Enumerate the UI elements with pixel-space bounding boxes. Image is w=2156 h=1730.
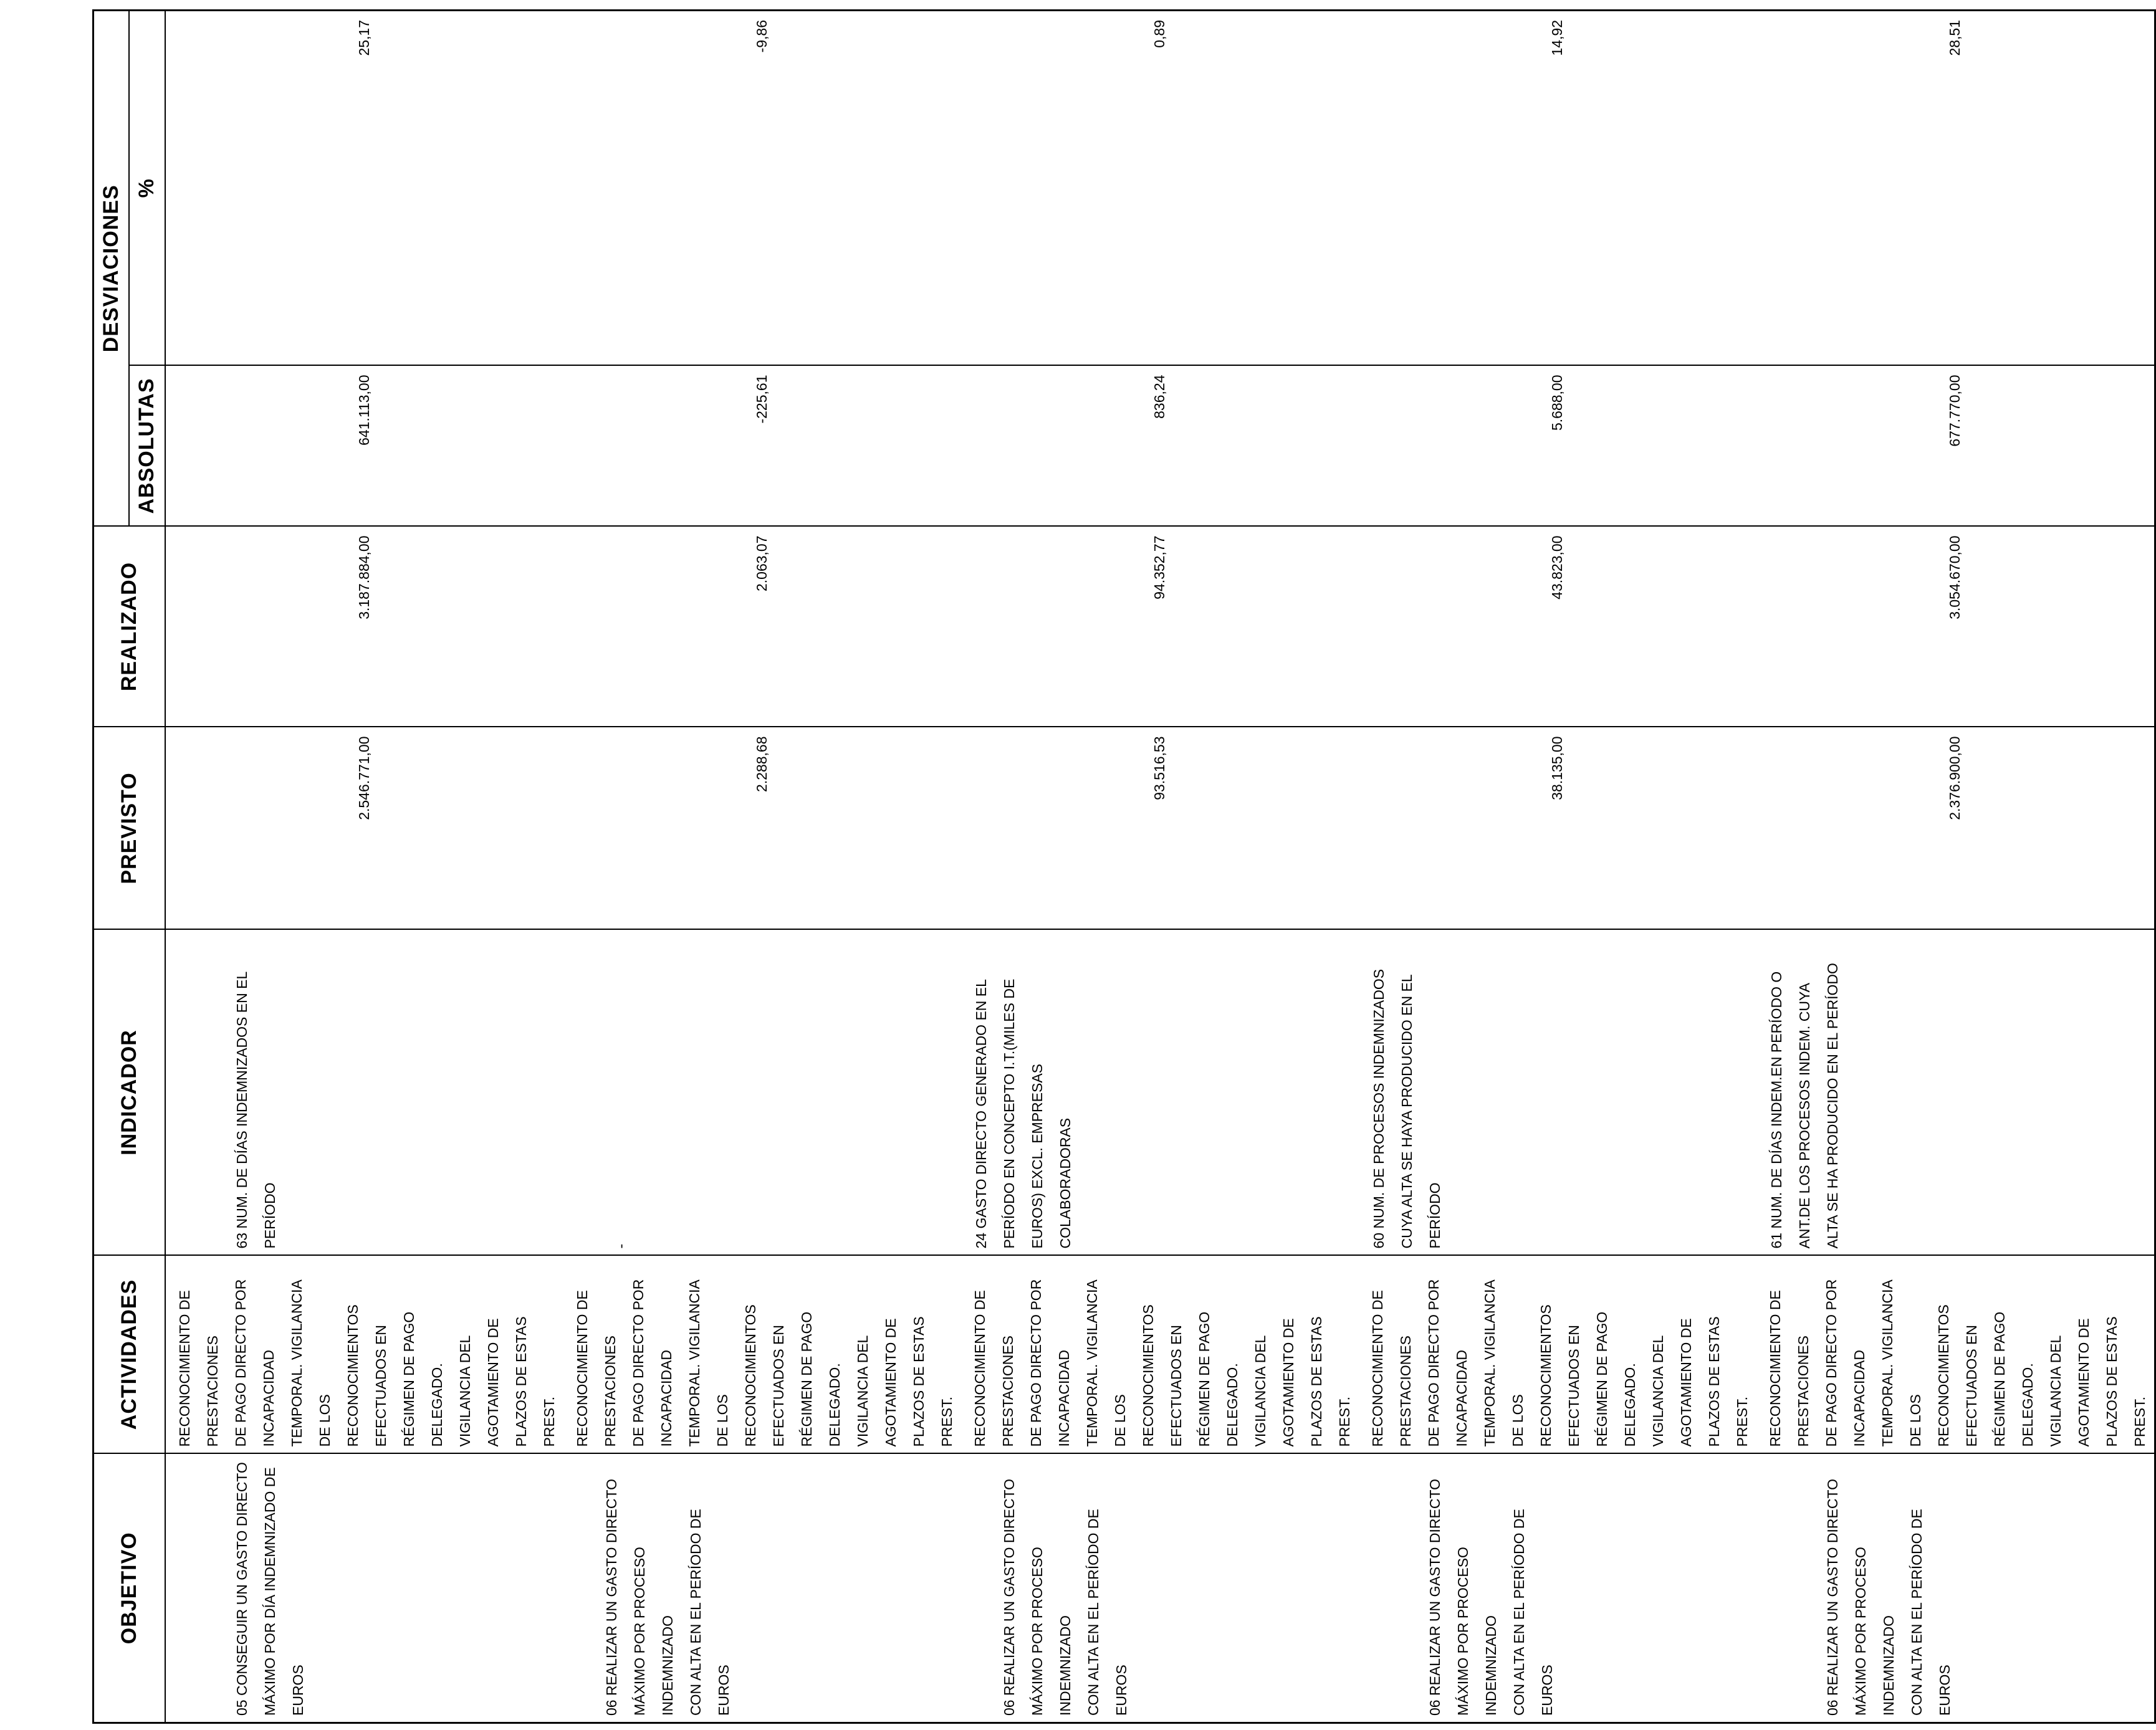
porcentaje-cell: 0,89 bbox=[961, 10, 1359, 365]
header-desviaciones: DESVIACIONES bbox=[93, 10, 129, 526]
absolutas-cell: 641.113,00 bbox=[165, 366, 563, 527]
previsto-cell: 2.288,68 bbox=[563, 727, 961, 930]
absolutas-cell: -225,61 bbox=[563, 366, 961, 527]
previsto-cell: 93.516,53 bbox=[961, 727, 1359, 930]
porcentaje-cell: -9,86 bbox=[563, 10, 961, 365]
previsto-cell: 2.376.900,00 bbox=[1756, 727, 2155, 930]
header-realizado: REALIZADO bbox=[93, 527, 165, 727]
absolutas-cell: 5.688,00 bbox=[1359, 366, 1756, 527]
objetivo-cell: 06 REALIZAR UN GASTO DIRECTO MÁXIMO POR PROCESO INDEMNIZADO CON ALTA EN EL PERÍODO DE EUROS bbox=[563, 1454, 961, 1723]
indicador-cell: 24 GASTO DIRECTO GENERADO EN EL PERÍODO EN CONCEPTO I.T.(MILES DE EUROS) EXCL. EMPRESAS COLABORADORAS bbox=[961, 930, 1359, 1256]
actividades-cell: RECONOCIMIENTO DE PRESTACIONES DE PAGO DIRECTO POR INCAPACIDAD TEMPORAL. VIGILANCIA DE LOS RECONOCIMIENTOS EFECTUADOS EN RÉGIMEN DE PAGO DELEGADO. VIGILANCIA DEL AGOTAMIENTO DE PLAZOS DE ESTAS PREST. bbox=[1359, 1256, 1756, 1454]
header-absolutas: ABSOLUTAS bbox=[129, 366, 165, 527]
header-previsto: PREVISTO bbox=[93, 727, 165, 930]
porcentaje-cell: 14,92 bbox=[1359, 10, 1756, 365]
results-table bbox=[92, 9, 2156, 1724]
table-row bbox=[165, 10, 563, 1723]
realizado-cell: 2.063,07 bbox=[563, 527, 961, 727]
objetivo-cell: 05 CONSEGUIR UN GASTO DIRECTO MÁXIMO POR DÍA INDEMNIZADO DE EUROS bbox=[165, 1454, 563, 1723]
previsto-cell: 38.135,00 bbox=[1359, 727, 1756, 930]
objetivo-cell: 06 REALIZAR UN GASTO DIRECTO MÁXIMO POR PROCESO INDEMNIZADO CON ALTA EN EL PERÍODO DE EUROS bbox=[1359, 1454, 1756, 1723]
header-objetivo: OBJETIVO bbox=[93, 1454, 165, 1723]
header-porcentaje: % bbox=[129, 10, 165, 365]
objetivo-cell: 06 REALIZAR UN GASTO DIRECTO MÁXIMO POR PROCESO INDEMNIZADO CON ALTA EN EL PERÍODO DE EUROS bbox=[961, 1454, 1359, 1723]
indicador-cell: - bbox=[563, 930, 961, 1256]
realizado-cell: 3.187.884,00 bbox=[165, 527, 563, 727]
indicador-cell: 61 NUM. DE DÍAS INDEM.EN PERÍODO O ANT.DE LOS PROCESOS INDEM. CUYA ALTA SE HA PRODUCIDO EN EL PERÍODO bbox=[1756, 930, 2155, 1256]
header-actividades: ACTIVIDADES bbox=[93, 1256, 165, 1454]
actividades-cell: RECONOCIMIENTO DE PRESTACIONES DE PAGO DIRECTO POR INCAPACIDAD TEMPORAL. VIGILANCIA DE LOS RECONOCIMIENTOS EFECTUADOS EN RÉGIMEN DE PAGO DELEGADO. VIGILANCIA DEL AGOTAMIENTO DE PLAZOS DE ESTAS PREST. bbox=[1756, 1256, 2155, 1454]
table-row bbox=[961, 10, 1359, 1723]
realizado-cell: 94.352,77 bbox=[961, 527, 1359, 727]
absolutas-cell: 836,24 bbox=[961, 366, 1359, 527]
actividades-cell: RECONOCIMIENTO DE PRESTACIONES DE PAGO DIRECTO POR INCAPACIDAD TEMPORAL. VIGILANCIA DE LOS RECONOCIMIENTOS EFECTUADOS EN RÉGIMEN DE PAGO DELEGADO. VIGILANCIA DEL AGOTAMIENTO DE PLAZOS DE ESTAS PREST. bbox=[961, 1256, 1359, 1454]
table-row bbox=[1756, 10, 2155, 1723]
indicador-cell: 63 NUM. DE DÍAS INDEMNIZADOS EN EL PERÍODO bbox=[165, 930, 563, 1256]
porcentaje-cell: 25,17 bbox=[165, 10, 563, 365]
header-indicador: INDICADOR bbox=[93, 930, 165, 1256]
porcentaje-cell: 28,51 bbox=[1756, 10, 2155, 365]
table-row bbox=[563, 10, 961, 1723]
previsto-cell: 2.546.771,00 bbox=[165, 727, 563, 930]
objetivo-cell: 06 REALIZAR UN GASTO DIRECTO MÁXIMO POR PROCESO INDEMNIZADO CON ALTA EN EL PERÍODO DE EUROS bbox=[1756, 1454, 2155, 1723]
actividades-cell: RECONOCIMIENTO DE PRESTACIONES DE PAGO DIRECTO POR INCAPACIDAD TEMPORAL. VIGILANCIA DE LOS RECONOCIMIENTOS EFECTUADOS EN RÉGIMEN DE PAGO DELEGADO. VIGILANCIA DEL AGOTAMIENTO DE PLAZOS DE ESTAS PREST. bbox=[165, 1256, 563, 1454]
absolutas-cell: 677.770,00 bbox=[1756, 366, 2155, 527]
realizado-cell: 43.823,00 bbox=[1359, 527, 1756, 727]
indicador-cell: 60 NUM. DE PROCESOS INDEMNIZADOS CUYA ALTA SE HAYA PRODUCIDO EN EL PERÍODO bbox=[1359, 930, 1756, 1256]
realizado-cell: 3.054.670,00 bbox=[1756, 527, 2155, 727]
table-row bbox=[1359, 10, 1756, 1723]
actividades-cell: RECONOCIMIENTO DE PRESTACIONES DE PAGO DIRECTO POR INCAPACIDAD TEMPORAL. VIGILANCIA DE LOS RECONOCIMIENTOS EFECTUADOS EN RÉGIMEN DE PAGO DELEGADO. VIGILANCIA DEL AGOTAMIENTO DE PLAZOS DE ESTAS PREST. bbox=[563, 1256, 961, 1454]
